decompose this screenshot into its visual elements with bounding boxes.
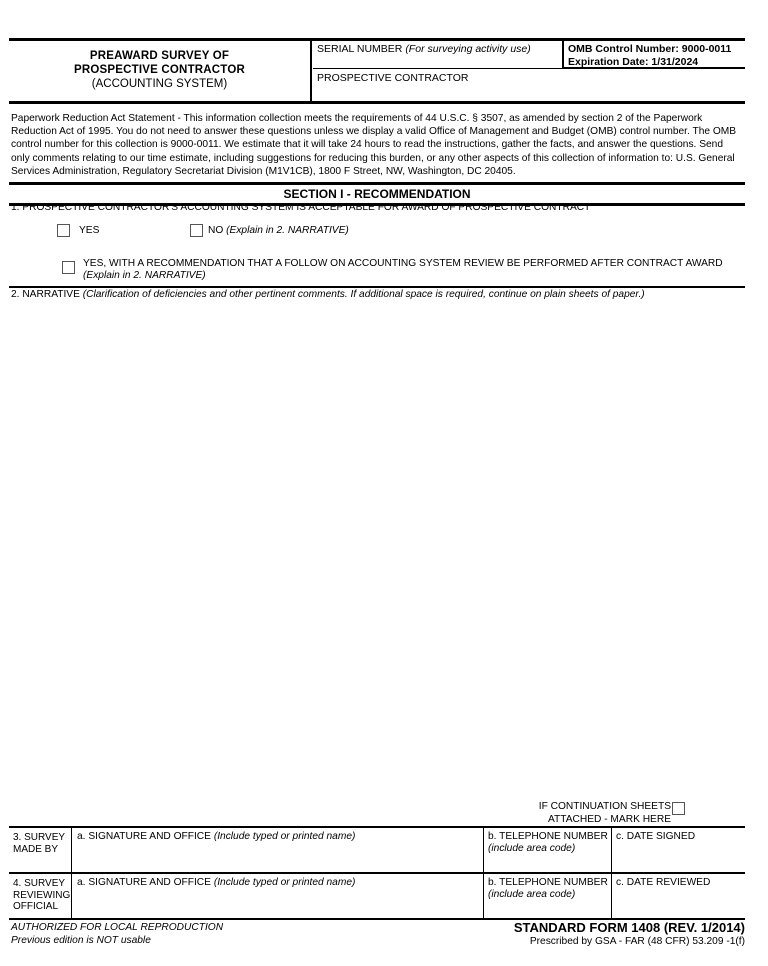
survey-reviewing-signature-field[interactable] — [72, 874, 484, 918]
footer-reproduction-notice — [11, 921, 223, 947]
form-header — [9, 38, 745, 104]
phone-label: b. TELEPHONE NUMBER — [488, 877, 608, 888]
survey-reviewing-line2: REVIEWING — [13, 889, 71, 901]
continuation-sheets-block[interactable] — [531, 801, 671, 826]
signature-label: a. SIGNATURE AND OFFICE — [77, 831, 211, 842]
omb-control-number: OMB Control Number: 9000-0011 — [568, 43, 732, 55]
form-title-line3: (ACCOUNTING SYSTEM) — [91, 78, 228, 90]
checkbox-yes-with-recommendation-icon[interactable] — [62, 261, 75, 274]
footer-left-line1: AUTHORIZED FOR LOCAL REPRODUCTION — [11, 922, 224, 933]
narrative-label-text: 2. NARRATIVE — [11, 289, 80, 300]
form-title-line1: PREAWARD SURVEY OF — [89, 50, 230, 62]
checkbox-continuation-sheets-icon[interactable] — [672, 802, 685, 815]
option-yes-label: YES — [79, 225, 100, 236]
option-no-hint: (Explain in 2. NARRATIVE) — [226, 225, 349, 237]
form-title-line2: PROSPECTIVE CONTRACTOR — [74, 64, 245, 76]
phone-hint: (include area code) — [488, 843, 576, 854]
continuation-sheets-line1: IF CONTINUATION SHEETS — [538, 801, 671, 812]
date-label: c. DATE SIGNED — [616, 831, 696, 842]
survey-made-by-line2: MADE BY — [13, 843, 59, 855]
prospective-contractor-field[interactable] — [313, 69, 745, 101]
section-1-heading: SECTION I - RECOMMENDATION — [9, 182, 745, 206]
header-vertical-divider — [310, 40, 312, 104]
serial-number-hint: (For surveying activity use) — [405, 43, 531, 55]
paperwork-reduction-act-statement: Paperwork Reduction Act Statement - This information collection meets the requirements of 44 U.S.C. § 3507, as amended by section 2 of the Paperwork Reduction Act of 1995. You do not need to answer these questions unless we display a valid Office of Management and Budget (OMB) control number. The OMB control number for this collection is 9000-0011. We estimate that it will take 24 hours to read the instructions, gather the facts, and answer the questions. Send only comments relating to our time estimate, including suggestions for reducing this burden, or any other aspects of this collection of information to: U.S. General Services Administration, Regulatory Secretariat Division (M1V1CB), 1800 F Street, NW, Washington, DC 20405. — [11, 113, 737, 177]
survey-made-by-phone-field[interactable] — [484, 828, 612, 872]
standard-form-number: STANDARD FORM 1408 (REV. 1/2014) — [513, 920, 745, 935]
footer-left-line2: Previous edition is NOT usable — [11, 935, 151, 946]
option-yes-with-recommendation[interactable] — [62, 258, 732, 282]
survey-reviewing-line1: 4. SURVEY — [13, 878, 66, 889]
survey-made-by-line1: 3. SURVEY — [13, 832, 66, 843]
prospective-contractor-label: PROSPECTIVE CONTRACTOR — [317, 72, 469, 84]
footer-form-identity — [430, 921, 745, 949]
serial-number-label: SERIAL NUMBER — [317, 43, 403, 55]
table-row — [9, 828, 745, 874]
prescribed-by-text: Prescribed by GSA - FAR (48 CFR) 53.209 -1(f) — [529, 936, 745, 947]
date-label: c. DATE REVIEWED — [616, 877, 711, 888]
survey-made-by-signature-field[interactable] — [72, 828, 484, 872]
option-no[interactable] — [190, 224, 349, 237]
option-yes-with-hint: (Explain in 2. NARRATIVE) — [83, 270, 206, 281]
signature-table — [9, 826, 745, 918]
option-no-label: NO — [208, 225, 224, 236]
omb-info-block — [563, 41, 745, 69]
narrative-heading — [11, 289, 645, 300]
item-1-question: 1. PROSPECTIVE CONTRACTOR'S ACCOUNTING SYSTEM IS ACCEPTABLE FOR AWARD OF PROSPECTIVE CONTRACT — [11, 202, 591, 213]
checkbox-no-icon[interactable] — [190, 224, 203, 237]
survey-reviewing-line3: OFFICIAL — [13, 901, 59, 912]
phone-label: b. TELEPHONE NUMBER — [488, 831, 608, 842]
checkbox-yes-icon[interactable] — [57, 224, 70, 237]
signature-hint: (Include typed or printed name) — [213, 877, 356, 888]
narrative-top-rule — [9, 286, 745, 288]
narrative-hint: (Clarification of deficiencies and other pertinent comments. If additional space is required, continue on plain sheets of paper.) — [82, 289, 645, 300]
table-row — [9, 874, 745, 920]
phone-hint: (include area code) — [488, 889, 576, 900]
survey-reviewing-official-label — [9, 874, 72, 918]
omb-expiration-date: Expiration Date: 1/31/2024 — [568, 55, 699, 68]
narrative-textarea[interactable] — [9, 304, 745, 794]
continuation-sheets-line2: ATTACHED - MARK HERE — [547, 813, 671, 825]
option-yes-with-label: YES, WITH A RECOMMENDATION THAT A FOLLOW ON ACCOUNTING SYSTEM REVIEW BE PERFORMED AFTER CONTRACT AWARD — [83, 258, 723, 269]
form-title-block — [9, 41, 310, 101]
survey-made-by-label — [9, 828, 72, 872]
survey-made-by-date-field[interactable] — [612, 828, 745, 872]
serial-number-field[interactable] — [313, 41, 563, 69]
option-yes[interactable] — [57, 224, 99, 237]
signature-label: a. SIGNATURE AND OFFICE — [77, 877, 211, 888]
signature-hint: (Include typed or printed name) — [213, 831, 356, 842]
survey-reviewing-date-field[interactable] — [612, 874, 745, 918]
survey-reviewing-phone-field[interactable] — [484, 874, 612, 918]
